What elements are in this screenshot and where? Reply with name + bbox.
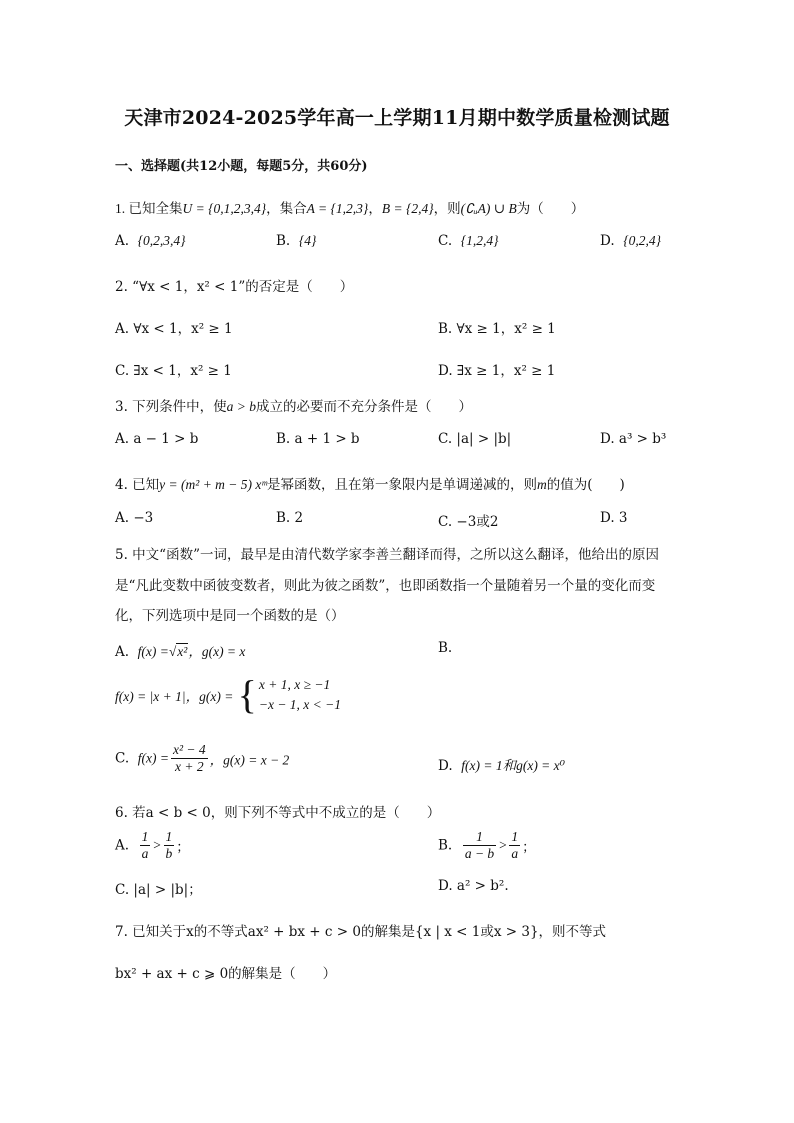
- question-7-line-1: 7. 已知关于x的不等式ax² + bx + c > 0的解集是{x | x < 1或x > 3}，则不等式: [115, 924, 607, 940]
- page-title: 天津市2024-2025学年高一上学期11月期中数学质量检测试题: [124, 107, 670, 129]
- q4-option-c: C. −3或2: [438, 514, 499, 530]
- question-5-line-2: 是“凡此变数中函彼变数者，则此为彼之函数”，也即函数指一个量随着另一个量的变化而变: [115, 578, 656, 594]
- question-6-stem: 6. 若a < b < 0，则下列不等式中不成立的是（ ）: [115, 805, 441, 821]
- q3-option-b: B. a + 1 > b: [276, 431, 360, 447]
- q6-option-b: B. $\frac{1}{a - b}$ > $\frac{1}{a}$ ；: [438, 829, 536, 861]
- q6-option-d: D. a² > b².: [438, 878, 509, 894]
- q3-option-a: A. a − 1 > b: [115, 431, 199, 447]
- q2-option-d: D. ∃x ≥ 1，x² ≥ 1: [438, 363, 556, 379]
- q3-option-c: C. |a| > |b|: [438, 431, 512, 447]
- q5-option-c: C. f(x) = $\frac{\text{x² − 4}}{x + 2}$ ，g(x) = x − 2: [115, 742, 290, 774]
- q5-option-a: A. f(x) =√x²，g(x) = x: [115, 644, 246, 660]
- question-1-stem: 1. 已知全集U = {0,1,2,3,4}，集合A = {1,2,3}，B = {2,4}，则(∁ᵤA) ∪ B为（ ）: [115, 201, 585, 216]
- q1-option-c: C. {1,2,4}: [438, 233, 499, 249]
- q5-option-b-label: B.: [438, 640, 453, 656]
- q5-option-d: D. f(x) = 1和g(x) = x⁰: [438, 758, 566, 774]
- question-5-line-1: 5. 中文“函数”一词，最早是由清代数学家李善兰翻译而得，之所以这么翻译，他给出的原因: [115, 547, 659, 563]
- q6-option-c: C. |a| > |b|；: [115, 882, 202, 898]
- q1-option-a: A. {0,2,3,4}: [115, 233, 186, 249]
- q6-option-a: A. $\frac{1}{a}$ > $\frac{1}{b}$ ；: [115, 829, 190, 861]
- q1-option-b: B. {4}: [276, 233, 317, 249]
- question-3-stem: 3. 下列条件中，使a > b成立的必要而不充分条件是（ ）: [115, 399, 473, 415]
- q2-option-a: A. ∀x < 1，x² ≥ 1: [115, 321, 233, 337]
- question-4-stem: 4. 已知y = (m² + m − 5) xᵐ是幂函数，且在第一象限内是单调递减的，则m的值为( ): [115, 477, 625, 493]
- q1-option-d: D. {0,2,4}: [600, 233, 662, 249]
- q2-option-c: C. ∃x < 1，x² ≥ 1: [115, 363, 232, 379]
- q4-option-a: A. −3: [115, 510, 154, 526]
- q4-option-b: B. 2: [276, 510, 304, 526]
- q4-option-d: D. 3: [600, 510, 628, 526]
- question-7-line-2: bx² + ax + c ⩾ 0的解集是（ ）: [115, 966, 337, 982]
- section-heading: 一、选择题(共12小题，每题5分，共60分): [115, 159, 368, 174]
- question-2-stem: 2. “∀x < 1，x² < 1”的否定是（ ）: [115, 279, 354, 295]
- q3-option-d: D. a³ > b³: [600, 431, 667, 447]
- q2-option-b: B. ∀x ≥ 1，x² ≥ 1: [438, 321, 556, 337]
- q5-option-b: f(x) = |x + 1|，g(x) = { x + 1, x ≥ −1 −x − 1, x < −1: [115, 672, 342, 717]
- question-5-line-3: 化，下列选项中是同一个函数的是（）: [115, 608, 345, 624]
